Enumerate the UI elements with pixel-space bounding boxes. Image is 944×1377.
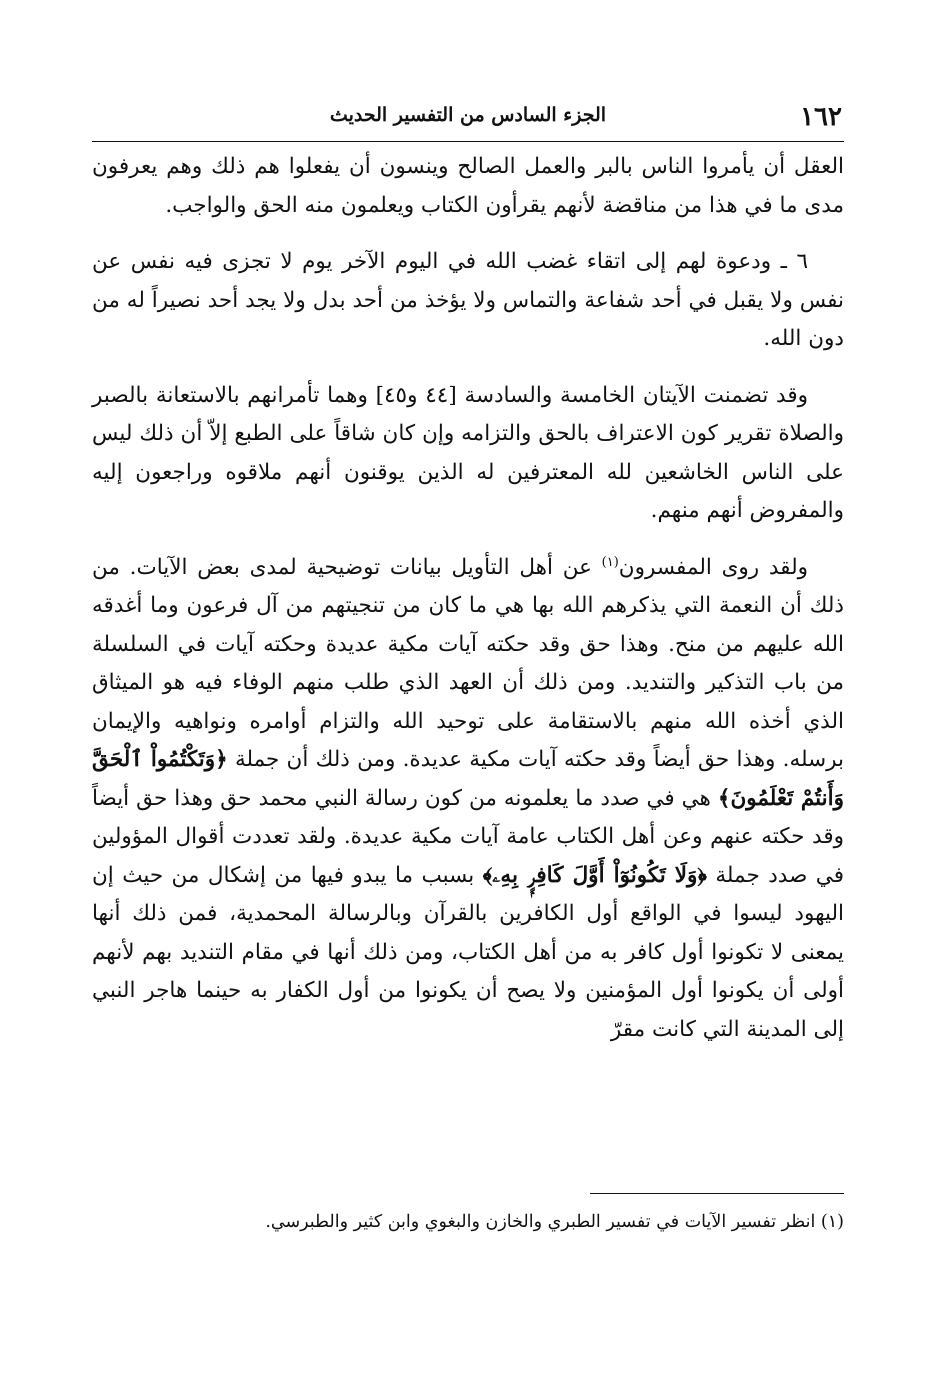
quran-quote-1: ﴿وَتَكْتُمُواْ ٱلْحَقَّ وَأَنتُمْ تَعْلَمُونَ﴾: [92, 747, 844, 811]
paragraph-1: العقل أن يأمروا الناس بالبر والعمل الصالح وينسون أن يفعلوا هم ذلك وهم يعرفون مدى ما في هذا من مناقضة لأنهم يقرأون الكتاب ويعلمون منه الحق والواجب.: [92, 154, 844, 218]
header-rule: [92, 141, 844, 142]
footnote-rule: [590, 1193, 844, 1194]
paragraph-4-part-b: عن أهل التأويل بيانات توضيحية لمدى بعض الآيات. من ذلك أن النعمة التي يذكرهم الله بها هي ما كان من تنجيتهم من آل فرعون وما أغدقه الله عليهم من منح. وهذا حق وقد حكته آيات مكية عديدة وحكته آيات في السلسلة من باب التذكير والتنديد. ومن ذلك أن العهد الذي طلب منهم الوفاء فيه هو الميثاق الذي أخذه الله منهم بالاستقامة على توحيد الله والتزام أوامره ونواهيه والإيمان برسله. وهذا حق أيضاً وقد حكته آيات مكية عديدة. ومن ذلك أن جملة: [92, 554, 845, 772]
running-title: الجزء السادس من التفسير الحديث: [329, 104, 607, 126]
page-number: ١٦٢: [800, 102, 842, 132]
paragraph-4-part-d: بسبب ما يبدو فيها من إشكال من حيث إن اليهود ليسوا في الواقع أول الكافرين بالقرآن وبالرسالة المحمدية، فمن ذلك أنها يمعنى لا تكونوا أول كافر به من أهل الكتاب، ومن ذلك أنها في مقام التنديد بهم لأنهم أولى أن يكونوا أول المؤمنين ولا يصح أن يكونوا من أول الكفار به حينما هاجر النبي إلى المدينة التي كانت مقرّ: [92, 862, 844, 1042]
footnote: (١) انظر تفسير الآيات في تفسير الطبري والخازن والبغوي وابن كثير والطبرسي.: [265, 1212, 844, 1232]
paragraph-3: وقد تضمنت الآيتان الخامسة والسادسة [٤٤ و٤٥] وهما تأمرانهم بالاستعانة بالصبر والصلاة تقرير كون الاعتراف بالحق والتزامه وإن كان شاقاً على الطبع إلاّ أن ذلك ليس على الناس الخاشعين لله المعترفين له الذين يوقنون أنهم ملاقوه وراجعون إليه والمفروض أنهم منهم.: [92, 382, 844, 523]
paragraph-2: ٦ ـ ودعوة لهم إلى اتقاء غضب الله في اليوم الآخر يوم لا تجزى فيه نفس عن نفس ولا يقبل في أحد شفاعة والتماس ولا يؤخذ من أحد بدل ولا يجد أحد نصيراً له من دون الله.: [92, 249, 844, 351]
paragraph-4: [92, 549, 844, 1050]
paragraph-4-part-c: هي في صدد ما يعلمونه من كون رسالة النبي محمد حق وهذا حق أيضاً وقد حكته عنهم وعن أهل الكتاب عامة آيات مكية عديدة. ولقد تعددت أقوال المؤولين في صدد جملة: [92, 785, 844, 888]
paragraph-4-part-a: ولقد روى المفسرون: [618, 554, 808, 580]
page-header: [92, 100, 844, 136]
main-text: [92, 148, 844, 1067]
footnote-reference: (١): [601, 554, 619, 570]
quran-quote-2: ﴿وَلَا تَكُونُوٓاْ أَوَّلَ كَافِرٍۭ بِهِۦ﴾: [482, 862, 707, 888]
